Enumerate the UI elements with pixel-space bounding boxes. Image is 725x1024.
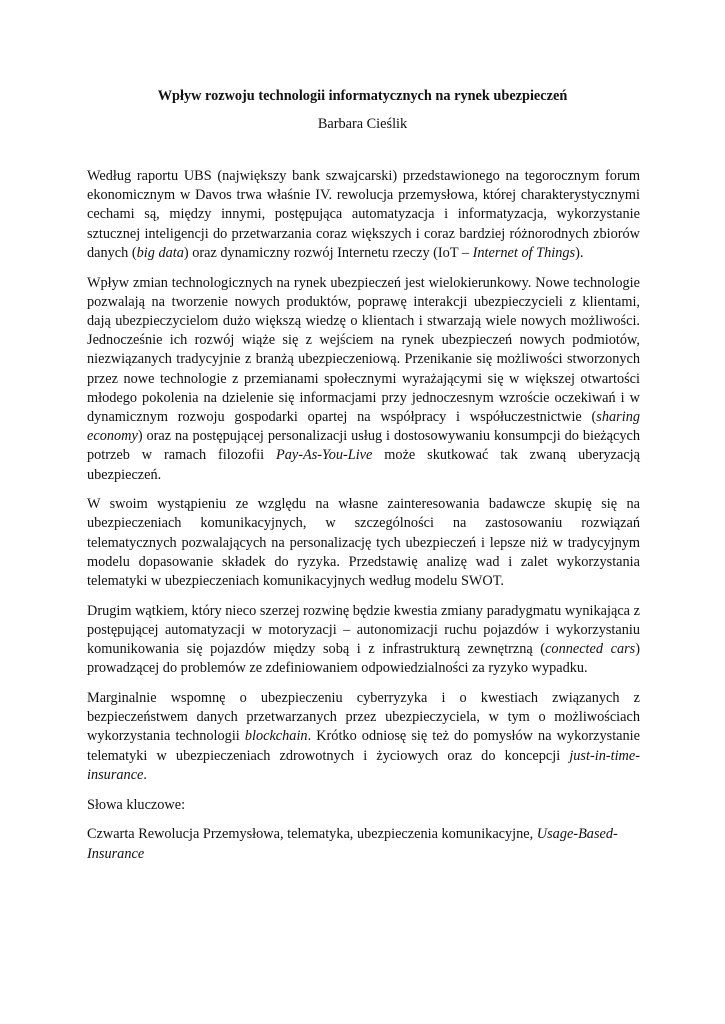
text-run: Drugim wątkiem, który nieco szerzej rozwinę będzie kwestia zmiany paradygmatu wynikająca z postępującej automatyzacji w motoryzacji – autonomizacji ruchu pojazdów i wykorzystaniu komunikowania się pojazdów między sobą i z infrastrukturą zewnętrzną ( — [87, 602, 640, 658]
text-run: Marginalnie wspomnę o ubezpieczeniu cyberryzyka i o kwestiach związanych z bezpieczeństwem danych przetwarzanych przez ubezpieczyciela, w tym o możliwościach wykorzystania technologii — [87, 690, 640, 745]
text-run: . — [143, 766, 147, 783]
italic-term: just-in-time-insurance — [87, 747, 640, 783]
italic-term: Usage-Based-Insurance — [87, 826, 618, 862]
document-author: Barbara Cieślik — [317, 116, 408, 132]
text-run: może skutkować tak zwaną uberyzacją ubezpieczeń. — [87, 447, 640, 483]
text-run: . Krótko odniosę się też do pomysłów na wykorzystanie telematyki w ubezpieczeniach zdrowotnych i życiowych oraz do koncepcji — [87, 728, 640, 764]
text-run: W swoim wystąpieniu ze względu na własne zainteresowania badawcze skupię się na ubezpieczeniach komunikacyjnych, w szczególności na zastosowaniu rozwiązań telematycznych pozwalających na personalizację tych ubezpieczeń i lepsze niż w tradycyjnym modelu dopasowanie składek do ryzyka. Przedstawię analizę wad i zalet wykorzystania telematyki w ubezpieczeniach komunikacyjnych według modelu SWOT. — [87, 496, 640, 590]
text-run: ) prowadzącej do problemów ze zdefiniowaniem odpowiedzialności za ryzyko wypadku. — [87, 641, 640, 677]
text-run: ) oraz na postępującej personalizacji usług i dostosowywaniu konsumpcji do bieżących potrzeb w ramach filozofii — [87, 428, 640, 464]
paragraph-cyber-risk — [87, 689, 640, 785]
italic-term: blockchain — [244, 728, 308, 745]
italic-term: Internet of Things — [472, 244, 576, 261]
paragraph-motor-insurance — [87, 495, 640, 591]
document-title: Wpływ rozwoju technologii informatycznych na rynek ubezpieczeń — [157, 88, 568, 104]
keywords-label: Słowa kluczowe: — [87, 796, 186, 813]
text-run: Wpływ zmian technologicznych na rynek ubezpieczeń jest wielokierunkowy. Nowe technologie pozwalają na tworzenie nowych produktów, poprawę interakcji ubezpieczycieli z klientami, dają ubezpieczycielom dużo większą wiedzę o klientach i stwarzają wiele nowych możliwości. Jednocześnie ich rozwój wiąże się z wejściem na rynek ubezpieczeń nowych podmiotów, niezwiązanych tradycyjnie z branżą ubezpieczeniową. Przenikanie się możliwości stworzonych przez nowe technologie z przemianami społecznymi wyrażającymi się w większej otwartości młodego pokolenia na dzielenie się informacjami przy jednoczesnym wzroście oczekiwań i w dynamicznym rozwoju gospodarki opartej na współpracy i współuczestnictwie ( — [87, 274, 640, 425]
paragraph-technology-impact — [87, 274, 640, 485]
keywords-list — [87, 825, 640, 863]
italic-term: Pay-As-You-Live — [276, 447, 373, 464]
text-run: ) oraz dynamiczny rozwój Internetu rzeczy (IoT – — [183, 244, 473, 261]
paragraph-davos-report — [87, 167, 640, 263]
text-run: ). — [575, 244, 584, 261]
paragraph-automation — [87, 602, 640, 679]
italic-term: big data — [136, 244, 184, 261]
document-body — [87, 167, 640, 874]
italic-term: connected cars — [545, 641, 636, 658]
text-run: Czwarta Rewolucja Przemysłowa, telematyka, ubezpieczenia komunikacyjne, — [87, 826, 537, 843]
text-run: Według raportu UBS (największy bank szwajcarski) przedstawionego na tegorocznym forum ekonomicznym w Davos trwa właśnie IV. rewolucja przemysłowa, której charakterystycznymi cechami są, między innymi, postępująca automatyzacja i informatyzacja, wykorzystanie sztucznej inteligencji do przetwarzania coraz większych i coraz bardziej różnorodnych zbiorów danych ( — [87, 168, 640, 261]
italic-term: sharing economy — [87, 408, 640, 445]
